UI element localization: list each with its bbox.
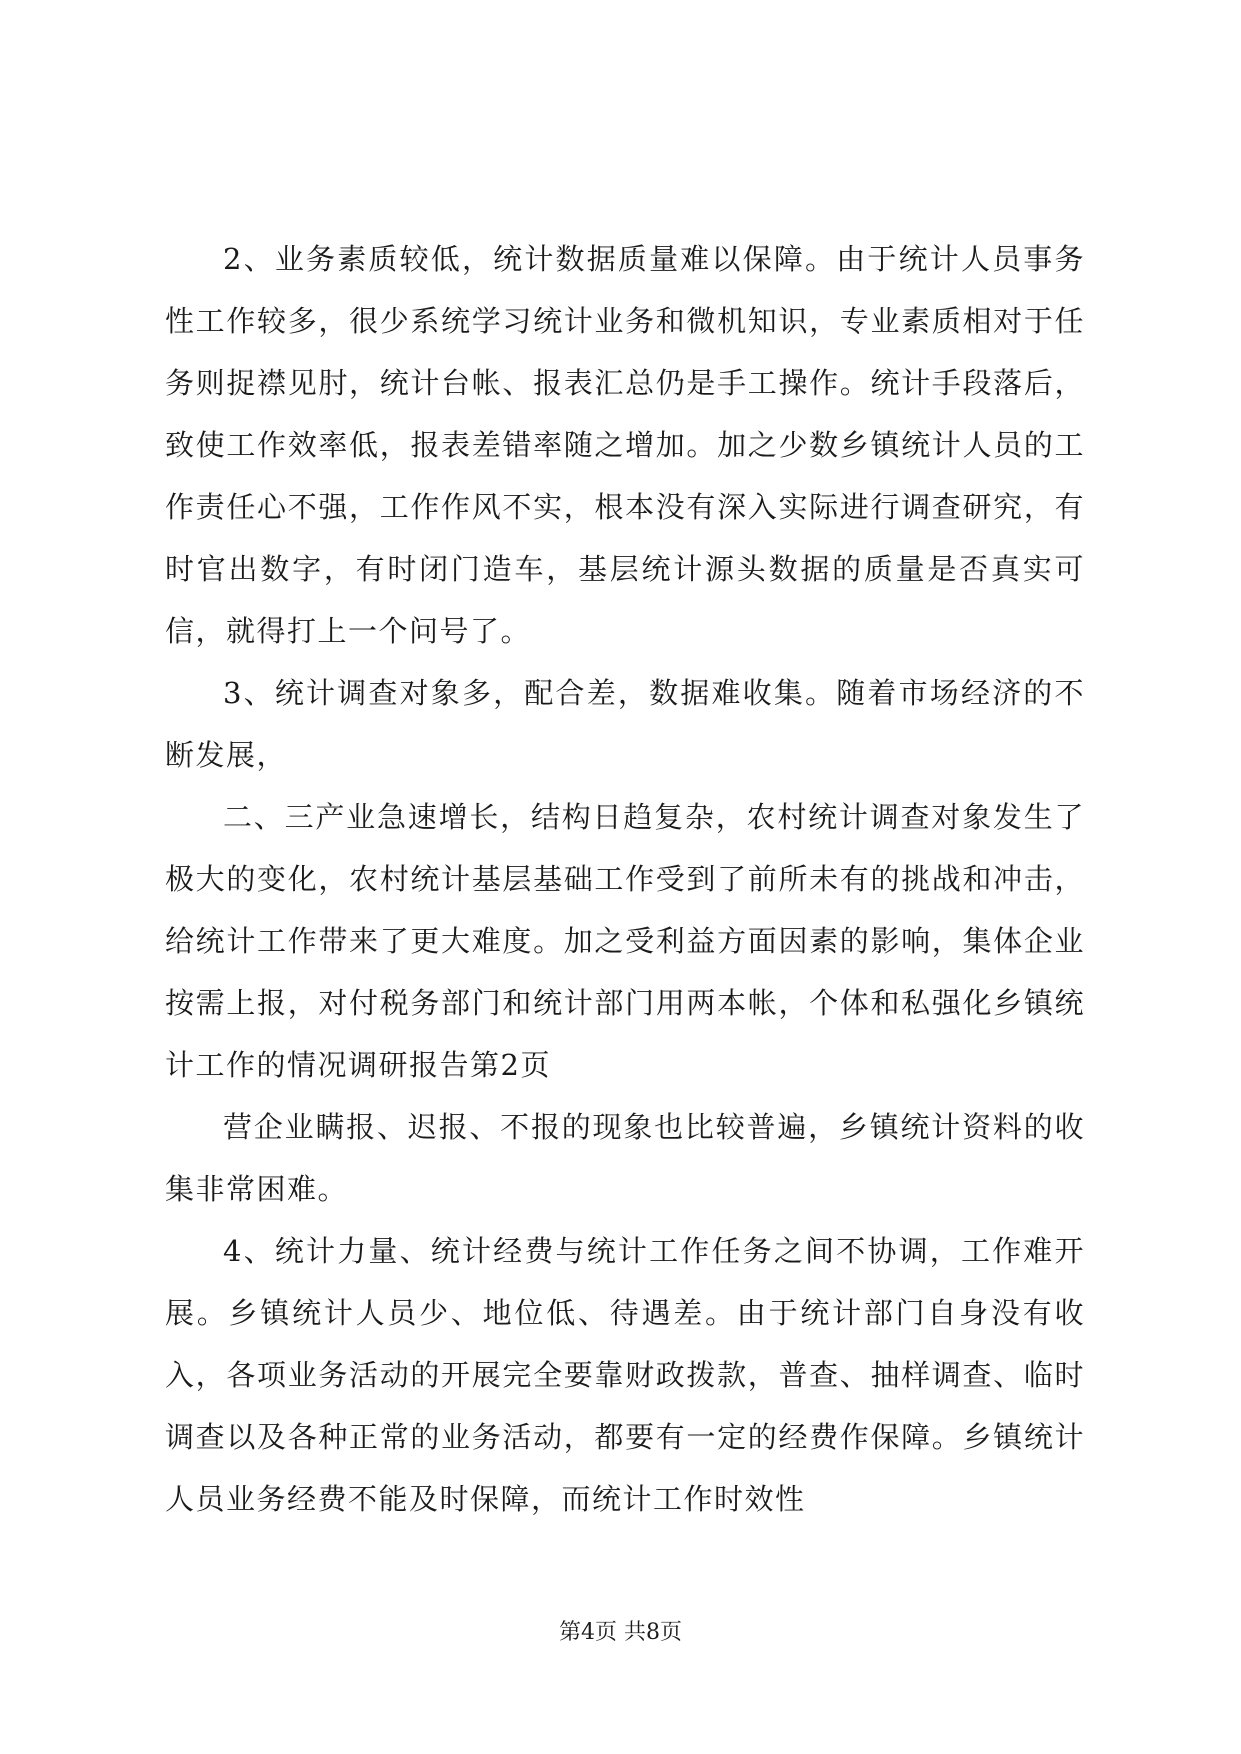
paragraph-survey-objects: 3、统计调查对象多，配合差，数据难收集。随着市场经济的不断发展，	[165, 676, 1085, 772]
paragraph-underreporting: 营企业瞒报、迟报、不报的现象也比较普遍，乡镇统计资料的收集非常困难。	[165, 1110, 1085, 1206]
page-number-footer: 第4页 共8页	[559, 1620, 682, 1645]
paragraph-quality: 2、业务素质较低，统计数据质量难以保障。由于统计人员事务性工作较多，很少系统学习统计业务和微机知识，专业素质相对于任务则捉襟见肘，统计台帐、报表汇总仍是手工操作。统计手段落后，致使工作效率低，报表差错率随之增加。加之少数乡镇统计人员的工作责任心不强，工作作风不实，根本没有深入实际进行调查研究，有时官出数字，有时闭门造车，基层统计源头数据的质量是否真实可信，就得打上一个问号了。	[165, 242, 1085, 648]
paragraph-funding: 4、统计力量、统计经费与统计工作任务之间不协调，工作难开展。乡镇统计人员少、地位低、待遇差。由于统计部门自身没有收入，各项业务活动的开展完全要靠财政拨款，普查、抽样调查、临时调查以及各种正常的业务活动，都要有一定的经费作保障。乡镇统计人员业务经费不能及时保障，而统计工作时效性	[165, 1234, 1085, 1516]
paragraph-industry-growth: 二、三产业急速增长，结构日趋复杂，农村统计调查对象发生了极大的变化，农村统计基层基础工作受到了前所未有的挑战和冲击，给统计工作带来了更大难度。加之受利益方面因素的影响，集体企业按需上报，对付税务部门和统计部门用两本帐，个体和私强化乡镇统计工作的情况调研报告第2页	[165, 800, 1085, 1082]
document-body	[165, 228, 1085, 1530]
